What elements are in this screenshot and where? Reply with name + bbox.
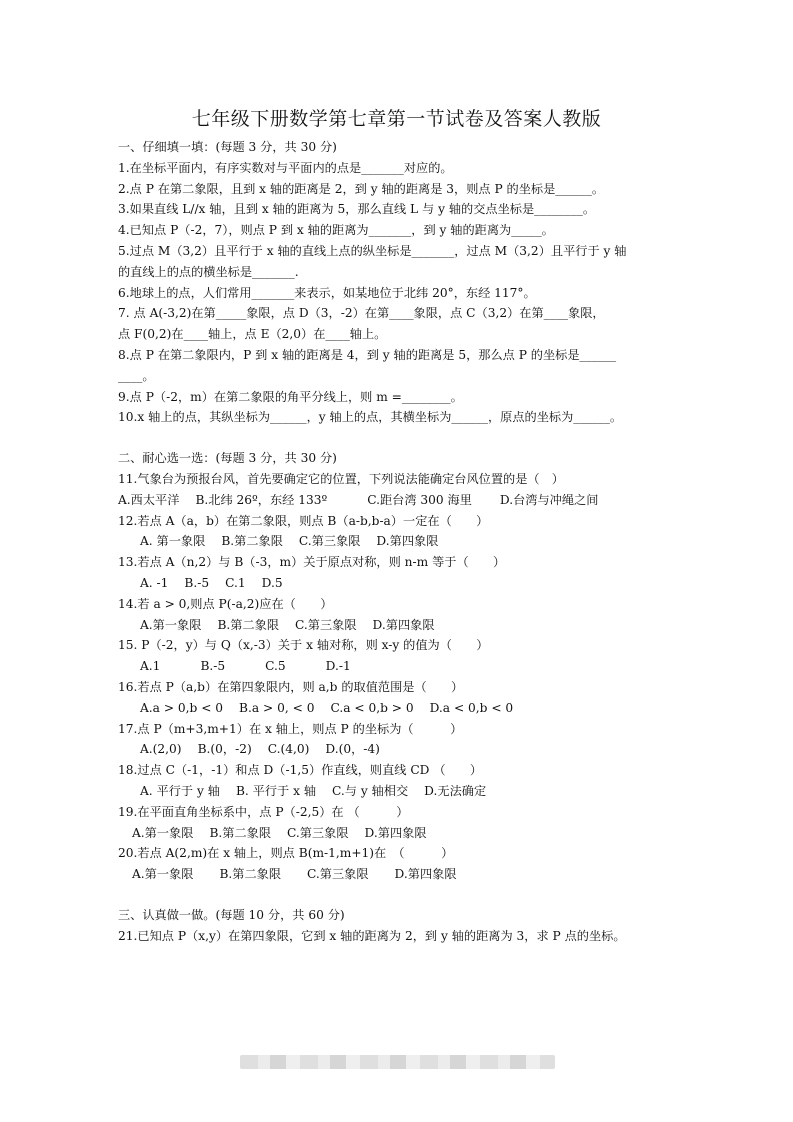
question-4: 4.已知点 P（-2，7），则点 P 到 x 轴的距离为_______，到 y 轴的距离为_____。	[118, 223, 554, 238]
option-d: D.a < 0,b < 0	[429, 700, 514, 715]
option-d: D.无法确定	[424, 783, 487, 798]
section-gap	[118, 885, 678, 905]
section-2-heading: 二、耐心选一选：(每题 3 分，共 30 分)	[118, 451, 337, 466]
option-b: B.-5	[184, 575, 210, 590]
question-3: 3.如果直线 L//x 轴，且到 x 轴的距离为 5，那么直线 L 与 y 轴的交点坐标是________。	[118, 202, 596, 217]
option-d: D.-1	[325, 659, 351, 674]
option-a: A. 第一象限	[140, 534, 206, 549]
option-c: C.与 y 轴相交	[332, 783, 409, 798]
blurred-footer-watermark	[240, 1055, 555, 1069]
question-19-options	[118, 823, 678, 844]
question-15: 15. P（-2，y）与 Q（x,-3）关于 x 轴对称，则 x-y 的值为（ ）	[118, 638, 489, 653]
option-c: C.5	[265, 659, 286, 674]
option-b: B.第二象限	[219, 867, 282, 882]
option-a: A. -1	[140, 575, 169, 590]
option-a: A.(2,0)	[140, 742, 182, 757]
option-c: C.第三象限	[295, 617, 357, 632]
option-b: B.第二象限	[209, 825, 272, 840]
question-7-line-2: 点 F(0,2)在____轴上，点 E（2,0）在____轴上。	[118, 327, 387, 342]
question-17: 17.点 P（m+3,m+1）在 x 轴上，则点 P 的坐标为（ ）	[118, 721, 463, 736]
section-1-heading: 一、仔细填一填：(每题 3 分，共 30 分)	[118, 140, 337, 154]
question-11: 11.气象台为预报台风，首先要确定它的位置，下列说法能确定台风位置的是（ ）	[118, 471, 564, 486]
option-b: B.a > 0, < 0	[239, 700, 315, 715]
option-a: A. 平行于 y 轴	[140, 783, 220, 798]
question-9: 9.点 P（-2，m）在第二象限的角平分线上，则 m =________。	[118, 389, 463, 404]
section-gap	[118, 428, 678, 448]
question-12: 12.若点 A（a，b）在第二象限，则点 B（a-b,b-a）一定在（ ）	[118, 513, 489, 528]
question-14-options	[118, 615, 678, 636]
question-15-options	[118, 656, 678, 677]
question-16-options	[118, 698, 678, 719]
option-b: B.第二象限	[221, 534, 283, 549]
option-b: B.-5	[200, 659, 226, 674]
option-b: B.(0，-2)	[197, 742, 252, 757]
question-5-line-2: 的直线上的点的横坐标是_______.	[118, 264, 299, 279]
question-5-line-1: 5.过点 M（3,2）且平行于 x 轴的直线上点的纵坐标是_______，过点 M（3,2）且平行于 y 轴	[118, 243, 627, 258]
option-a: A.第一象限	[140, 617, 202, 632]
question-7-line-1: 7. 点 A(-3,2)在第_____象限，点 D（3，-2）在第____象限，点 C（3,2）在第____象限，	[118, 306, 605, 321]
question-6: 6.地球上的点，人们常用_______来表示，如某地位于北纬 20°，东经 117°。	[118, 285, 536, 300]
option-d: D.第四象限	[394, 867, 457, 882]
question-20-options	[118, 864, 678, 885]
question-13-options	[118, 573, 678, 594]
option-b: B.第二象限	[217, 617, 280, 632]
option-c: C.第三象限	[287, 825, 349, 840]
option-c: C.1	[225, 575, 246, 590]
question-14: 14.若 a > 0,则点 P(-a,2)应在（ ）	[118, 596, 333, 611]
option-c: C.第三象限	[298, 534, 361, 549]
question-2: 2.点 P 在第二象限，且到 x 轴的距离是 2，到 y 轴的距离是 3，则点 P 的坐标是______。	[118, 181, 605, 196]
option-d: D.第四象限	[376, 534, 439, 549]
option-d: D.5	[261, 575, 283, 590]
option-a: A.第一象限	[132, 867, 194, 882]
option-c: C.距台湾 300 海里	[367, 492, 472, 507]
question-12-options	[118, 531, 678, 552]
section-3-heading: 三、认真做一做。(每题 10 分，共 60 分)	[118, 907, 345, 922]
question-17-options	[118, 739, 678, 760]
question-8-line-1: 8.点 P 在第二象限内，P 到 x 轴的距离是 4，到 y 轴的距离是 5，那么点 P 的坐标是______	[118, 347, 617, 362]
question-20: 20.若点 A(2,m)在 x 轴上，则点 B(m-1,m+1)在 （ ）	[118, 846, 454, 861]
exam-content	[118, 137, 678, 946]
question-18: 18.过点 C（-1，-1）和点 D（-1,5）作直线，则直线 CD （ ）	[118, 763, 483, 778]
option-a: A.a > 0,b < 0	[140, 700, 224, 715]
question-10: 10.x 轴上的点，其纵坐标为______，y 轴上的点，其横坐标为______，原点的坐标为______。	[118, 410, 623, 425]
question-13: 13.若点 A（n,2）与 B（-3，m）关于原点对称，则 n-m 等于（ ）	[118, 555, 506, 570]
question-21: 21.已知点 P（x,y）在第四象限，它到 x 轴的距离为 2，到 y 轴的距离为 3，求 P 点的坐标。	[118, 928, 626, 943]
option-d: D.(0，-4)	[325, 742, 380, 757]
option-a: A.1	[140, 659, 161, 674]
question-18-options	[118, 781, 678, 802]
option-b: B.北纬 26º，东经 133º	[195, 492, 328, 507]
option-c: C.第三象限	[307, 867, 369, 882]
question-16: 16.若点 P（a,b）在第四象限内，则 a,b 的取值范围是（ ）	[118, 679, 464, 694]
option-c: C.(4,0)	[267, 742, 310, 757]
question-11-options	[118, 490, 678, 511]
option-d: D.台湾与冲绳之间	[499, 492, 599, 507]
question-8-line-2: ____。	[118, 368, 155, 383]
option-d: D.第四象限	[364, 825, 427, 840]
option-d: D.第四象限	[372, 617, 435, 632]
option-a: A.第一象限	[132, 825, 194, 840]
page-title: 七年级下册数学第七章第一节试卷及答案人教版	[191, 108, 602, 130]
option-b: B. 平行于 x 轴	[235, 783, 317, 798]
option-a: A.西太平洋	[118, 492, 180, 507]
question-1: 1.在坐标平面内，有序实数对与平面内的点是_______对应的。	[118, 160, 453, 175]
option-c: C.a < 0,b > 0	[330, 700, 414, 715]
question-19: 19.在平面直角坐标系中，点 P（-2,5）在 （ ）	[118, 804, 409, 819]
